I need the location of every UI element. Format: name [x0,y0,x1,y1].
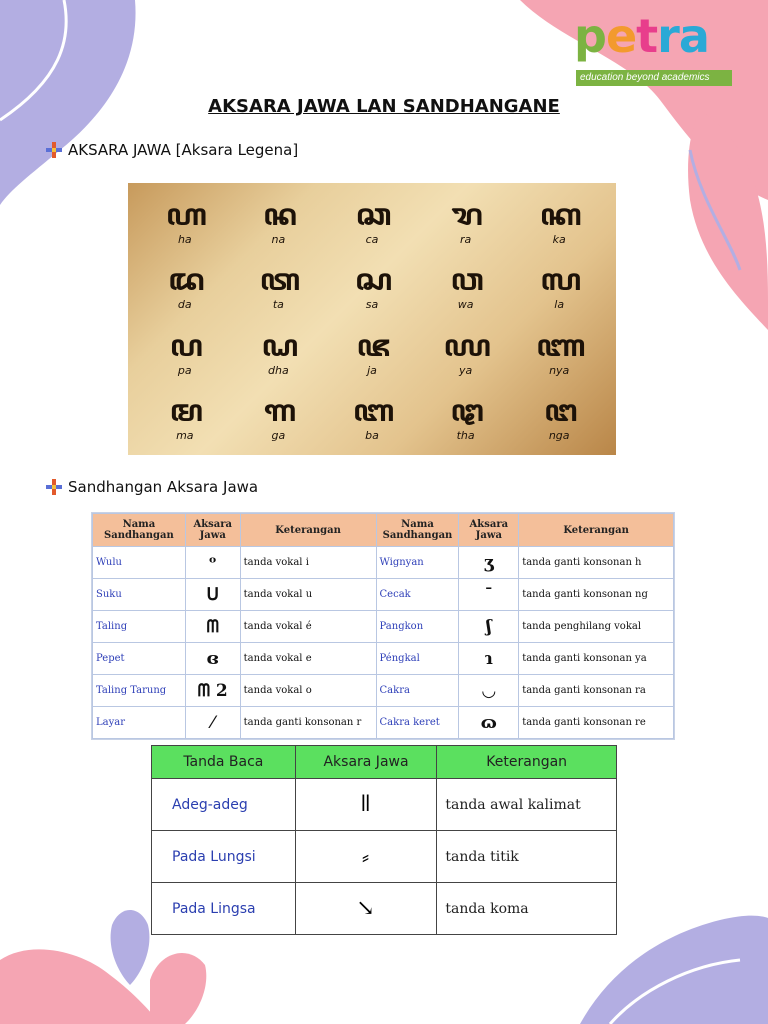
sandhangan-name: Taling [93,611,186,643]
section-label: Sandhangan Aksara Jawa [68,478,259,496]
sandhangan-name: Cakra keret [376,707,459,739]
sandhangan-description: tanda ganti konsonan ng [519,579,674,611]
tanda-baca-glyph: ⸗ [295,831,437,883]
sandhangan-name: Pepet [93,643,186,675]
sandhangan-name: Péngkal [376,643,459,675]
sandhangan-name: Wignyan [376,547,459,579]
logo-letter-p: p [574,9,606,63]
sandhangan-description: tanda ganti konsonan re [519,707,674,739]
aksara-cell [419,189,513,255]
sandhangan-glyph: ᑌ [185,579,240,611]
column-header: Aksara Jawa [295,746,437,779]
table-row [93,611,674,643]
table-row [93,707,674,739]
column-header: Aksara Jawa [459,514,519,547]
aksara-latin: na [271,232,286,246]
aksara-glyph: ꦛ [450,394,481,429]
aksara-latin: wa [457,298,474,312]
aksara-latin: da [177,298,192,312]
sandhangan-name: Layar [93,707,186,739]
sandhangan-description: tanda penghilang vokal [519,611,674,643]
section-label: AKSARA JAWA [Aksara Legena] [68,141,299,159]
sandhangan-name: Wulu [93,547,186,579]
aksara-latin: tha [456,429,475,443]
sandhangan-description: tanda ganti konsonan r [240,707,376,739]
sandhangan-glyph: ʃ [459,611,519,643]
section-heading-aksara [46,141,298,159]
sandhangan-name: Pangkon [376,611,459,643]
sandhangan-glyph: ɿ [459,643,519,675]
aksara-latin: ma [176,429,194,443]
column-header: Aksara Jawa [185,514,240,547]
table-header-row [93,514,674,547]
aksara-glyph: ꦥ [169,328,200,363]
bottom-left-purple-leaf [111,910,150,985]
sandhangan-description: tanda ganti konsonan ra [519,675,674,707]
sandhangan-description: tanda vokal i [240,547,376,579]
aksara-latin: ya [458,363,473,377]
sandhangan-glyph: ⁄ [185,707,240,739]
aksara-cell [325,255,419,321]
aksara-latin: ka [552,232,566,246]
sandhangan-name: Suku [93,579,186,611]
table-row [152,883,617,935]
aksara-latin: ha [177,232,192,246]
sandhangan-glyph: ᵒ [185,547,240,579]
tanda-baca-name: Pada Lungsi [152,831,296,883]
aksara-cell [325,320,419,386]
table-row [93,547,674,579]
aksara-legena-image [128,183,616,455]
aksara-latin: ga [271,429,286,443]
tanda-baca-table [151,745,617,935]
aksara-glyph: ꦤ [263,197,294,232]
table-row [93,579,674,611]
aksara-glyph: ꦢ [168,263,202,298]
aksara-glyph: ꦏ [539,197,579,232]
sandhangan-glyph: ◡ [459,675,519,707]
sandhangan-description: tanda ganti konsonan ya [519,643,674,675]
sandhangan-description: tanda vokal é [240,611,376,643]
aksara-glyph: ꦝ [261,328,296,363]
aksara-cell [325,386,419,452]
aksara-cell [512,255,606,321]
sandhangan-glyph: ᗰ [185,611,240,643]
aksara-cell [232,386,326,452]
aksara-latin: ta [272,298,284,312]
column-header: Tanda Baca [152,746,296,779]
tanda-baca-description: tanda titik [437,831,617,883]
aksara-glyph: ꦧ [352,394,392,429]
sandhangan-description: tanda ganti konsonan h [519,547,674,579]
sandhangan-glyph: ɞ [185,643,240,675]
sandhangan-name: Cecak [376,579,459,611]
aksara-cell [512,386,606,452]
sandhangan-glyph: ɷ [459,707,519,739]
bullet-icon [46,479,62,495]
aksara-glyph: ꦩ [169,394,200,429]
aksara-glyph: ꦫ [451,197,480,232]
tanda-baca-glyph: ↘ [295,883,437,935]
aksara-cell [232,255,326,321]
aksara-glyph: ꦗ [356,328,388,363]
tanda-baca-description: tanda koma [437,883,617,935]
table-row [93,675,674,707]
sandhangan-glyph: ʒ [459,547,519,579]
aksara-cell [232,320,326,386]
aksara-cell [325,189,419,255]
logo-letter-t: t [636,9,658,63]
column-header: Nama Sandhangan [93,514,186,547]
column-header: Keterangan [519,514,674,547]
table-row [152,831,617,883]
aksara-glyph: ꦚ [536,328,583,363]
petra-logo [574,8,734,88]
aksara-glyph: ꦪ [443,328,488,363]
aksara-latin: ca [365,232,379,246]
aksara-glyph: ꦕ [355,197,389,232]
aksara-glyph: ꦲ [165,197,204,232]
aksara-cell [138,255,232,321]
aksara-latin: ja [367,363,377,377]
aksara-glyph: ꦠ [259,263,297,298]
aksara-latin: nya [549,363,570,377]
sandhangan-name: Taling Tarung [93,675,186,707]
sandhangan-table [92,513,674,739]
sandhangan-glyph: ᗰ 2 [185,675,240,707]
tanda-baca-glyph: ǁ [295,779,437,831]
aksara-cell [419,320,513,386]
sandhangan-description: tanda vokal e [240,643,376,675]
logo-letter-a: a [678,9,709,63]
logo-word [574,8,709,64]
aksara-glyph: ꦭ [540,263,578,298]
page-title: AKSARA JAWA LAN SANDHANGANE [208,96,560,117]
logo-letter-r: r [657,9,679,63]
column-header: Nama Sandhangan [376,514,459,547]
bullet-icon [46,142,62,158]
aksara-latin: sa [365,298,379,312]
aksara-cell [419,255,513,321]
sandhangan-description: tanda vokal u [240,579,376,611]
table-row [152,779,617,831]
sandhangan-description: tanda vokal o [240,675,376,707]
aksara-cell [138,189,232,255]
aksara-cell [232,189,326,255]
aksara-cell [512,189,606,255]
bottom-left-pink-leaf [150,953,206,1024]
aksara-latin: ba [365,429,379,443]
aksara-glyph: ꦔ [544,394,575,429]
aksara-glyph: ꦮ [450,263,481,298]
sandhangan-name: Cakra [376,675,459,707]
column-header: Keterangan [437,746,617,779]
logo-tagline: education beyond academics [576,70,732,86]
tanda-baca-name: Pada Lingsa [152,883,296,935]
aksara-latin: ra [459,232,472,246]
aksara-cell [138,386,232,452]
tanda-baca-description: tanda awal kalimat [437,779,617,831]
aksara-grid [138,189,606,451]
aksara-cell [512,320,606,386]
aksara-glyph: ꦱ [354,263,389,298]
table-header-row [152,746,617,779]
aksara-latin: pa [177,363,192,377]
section-heading-sandhangan [46,478,258,496]
aksara-cell [419,386,513,452]
tanda-baca-name: Adeg-adeg [152,779,296,831]
aksara-latin: dha [268,363,289,377]
table-row [93,643,674,675]
aksara-latin: la [554,298,565,312]
sandhangan-glyph: ˉ [459,579,519,611]
column-header: Keterangan [240,514,376,547]
aksara-cell [138,320,232,386]
aksara-glyph: ꦒ [263,394,293,429]
aksara-latin: nga [548,429,570,443]
logo-letter-e: e [605,9,637,63]
